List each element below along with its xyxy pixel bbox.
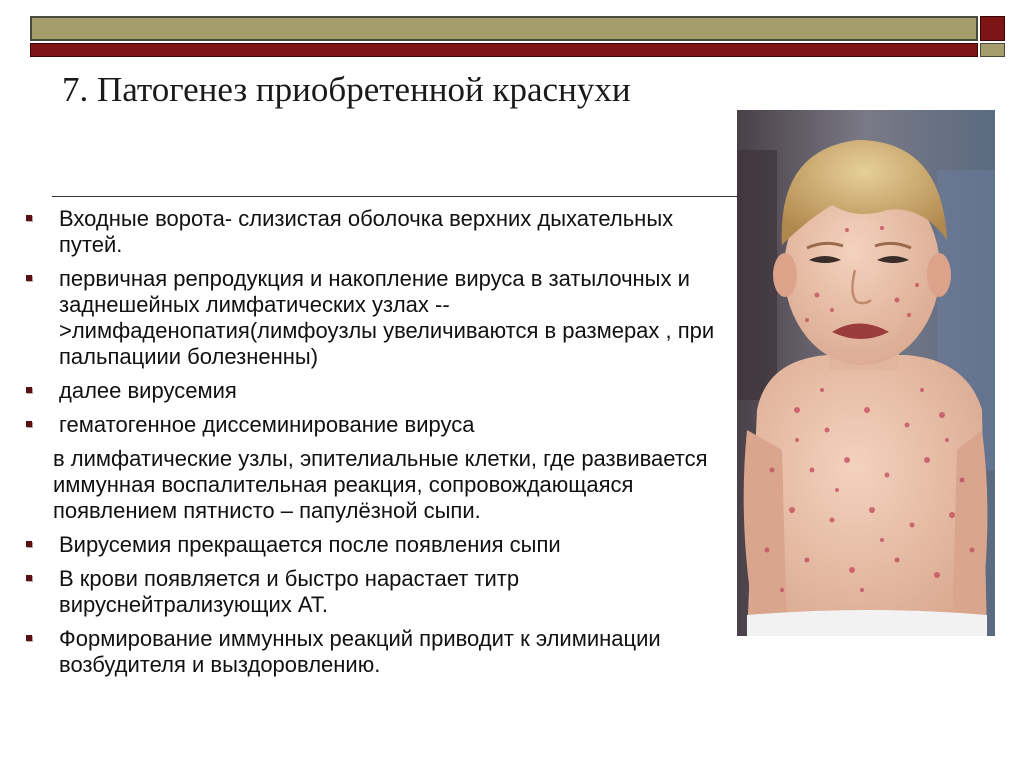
square-bullet-icon [26,215,33,222]
list-item-text: Входные ворота- слизистая оболочка верхних дыхательных путей. [59,206,674,257]
list-item-text: первичная репродукция и накопление вируса в затылочных и заднешейных лимфатических узлах -->лимфаденопатия(лимфоузлы увеличиваются в размерах , при пальпациии болезненны) [59,266,715,369]
list-item [20,626,740,678]
square-bullet-icon [26,635,33,642]
list-item-text: в лимфатические узлы, эпителиальные клетки, где развивается иммунная воспалительная реакция, сопровождающаяся появлением пятнисто – папулёзной сыпи. [53,446,708,523]
list-item [20,378,740,404]
square-bullet-icon [26,575,33,582]
header-bar-maroon [30,43,978,57]
title-divider [52,196,740,197]
header-square-maroon [980,16,1005,41]
list-item-continuation [20,446,740,524]
square-bullet-icon [26,275,33,282]
square-bullet-icon [26,541,33,548]
square-bullet-icon [26,387,33,394]
list-item-text: Формирование иммунных реакций приводит к элиминации возбудителя и выздоровлению. [59,626,661,677]
header-square-olive [980,43,1005,57]
child-rash-photo [737,110,995,636]
header-bar-olive [30,16,978,41]
list-item-text: гематогенное диссеминирование вируса [59,412,475,437]
list-item-text: далее вирусемия [59,378,237,403]
bullet-list [20,206,740,686]
slide-title: 7. Патогенез приобретенной краснухи [62,70,631,109]
square-bullet-icon [26,421,33,428]
list-item [20,532,740,558]
list-item [20,206,740,258]
list-item [20,412,740,438]
list-item [20,566,740,618]
list-item-text: Вирусемия прекращается после появления сыпи [59,532,561,557]
list-item-text: В крови появляется и быстро нарастает титр вируснейтрализующих АТ. [59,566,520,617]
list-item [20,266,740,370]
